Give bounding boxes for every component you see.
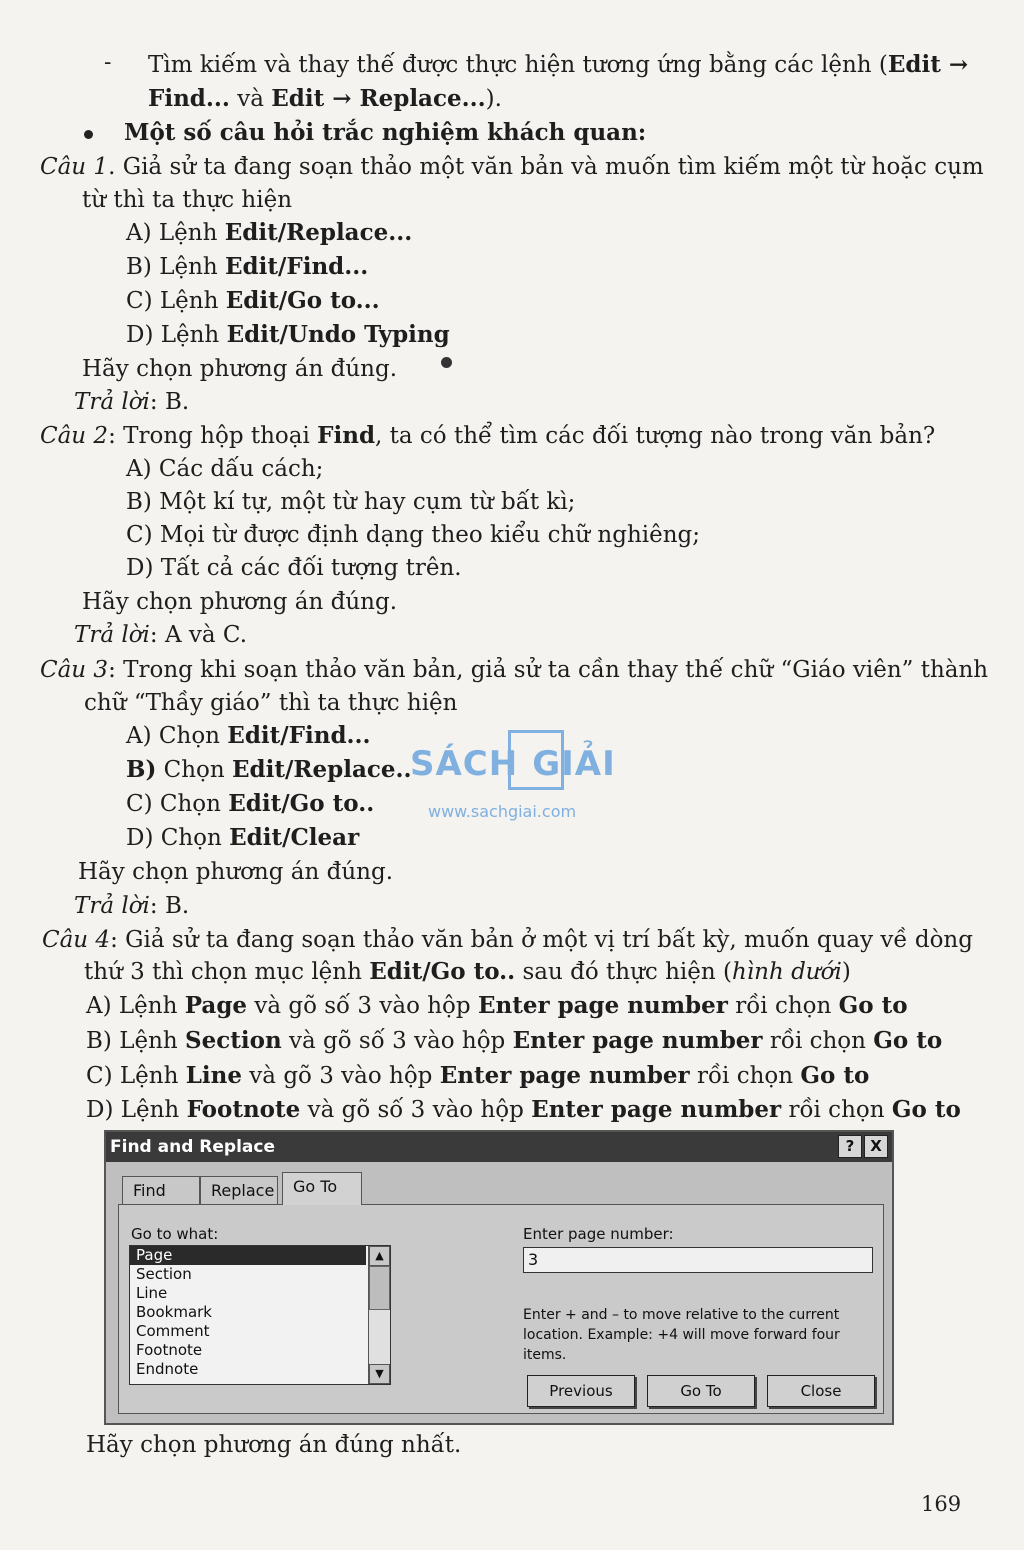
help-button[interactable]: ? — [838, 1135, 862, 1158]
question-text: Trong hộp thoại — [123, 423, 318, 449]
option-text: và gõ số 3 vào hộp — [281, 1028, 513, 1054]
option-letter: A) — [126, 456, 152, 482]
q4-line-2 — [84, 957, 851, 987]
ink-speck-icon — [441, 357, 452, 368]
option-command: Page — [184, 992, 248, 1019]
question-text: , ta có thể tìm các đối tượng nào trong văn bản? — [375, 423, 936, 449]
q2-option-d — [126, 553, 462, 583]
option-command: Edit/Go to... — [225, 287, 380, 314]
intro-command: Edit → — [887, 51, 969, 78]
option-command: Edit/Find... — [225, 253, 369, 280]
option-command: Enter page number — [531, 1096, 782, 1123]
option-letter: C) — [86, 1063, 113, 1089]
bullet-dash: - — [104, 50, 112, 75]
option-text: Tất cả các đối tượng trên. — [160, 555, 462, 581]
q2-prompt: Hãy chọn phương án đúng. — [82, 589, 398, 615]
q3-line-1: Câu 3: Trong khi soạn thảo văn bản, giả sử ta cần thay thế chữ “Giáo viên” thành — [40, 657, 989, 683]
q4-option-b — [86, 1026, 942, 1056]
q4-line-1: Câu 4: Giả sử ta đang soạn thảo văn bản ở một vị trí bất kỳ, muốn quay về dòng — [42, 927, 973, 953]
scroll-thumb[interactable] — [369, 1266, 390, 1310]
option-text: Lệnh — [160, 322, 227, 348]
intro-text: Tìm kiếm và thay thế được thực hiện tương ứng bằng các lệnh ( — [148, 52, 888, 78]
option-letter: B) — [126, 489, 152, 515]
option-text: Lệnh — [118, 993, 185, 1019]
close-button[interactable]: Close — [767, 1375, 875, 1407]
option-letter: B) — [126, 756, 157, 783]
intro-text: và — [229, 86, 272, 112]
option-command: Enter page number — [439, 1062, 690, 1089]
intro-command: Edit → Replace... — [271, 85, 486, 112]
watermark-brand-left: SÁCH — [410, 744, 519, 784]
option-command: Section — [185, 1027, 282, 1054]
list-item-endnote[interactable]: Endnote — [136, 1360, 199, 1378]
q1-option-c — [126, 286, 380, 316]
watermark-frame-icon — [508, 730, 564, 790]
intro-text: ). — [485, 86, 502, 112]
section-heading — [124, 118, 646, 148]
option-command: Line — [185, 1062, 242, 1089]
option-letter: A) — [126, 220, 152, 246]
option-command: Go to — [838, 992, 908, 1019]
option-letter: D) — [86, 1097, 114, 1123]
option-text: rồi chọn — [781, 1097, 892, 1123]
intro-line-2 — [148, 84, 502, 114]
option-text: Các dấu cách; — [158, 456, 324, 482]
answer-value: A và C. — [164, 622, 248, 648]
option-text: Lệnh — [159, 254, 226, 280]
q1-line-1: Câu 1. Giả sử ta đang soạn thảo một văn bản và muốn tìm kiếm một từ hoặc cụm — [40, 154, 984, 180]
question-label: Câu 2 — [40, 423, 109, 449]
intro-command: Find... — [148, 85, 230, 112]
q3-line-2 — [84, 688, 457, 718]
page-number-input[interactable]: 3 — [523, 1247, 873, 1273]
q3-answer: Trả lời: B. — [74, 893, 190, 919]
option-text: Một kí tự, một từ hay cụm từ bất kì; — [159, 489, 576, 515]
q3-option-d — [126, 823, 359, 853]
option-text: Lệnh — [159, 288, 226, 314]
dialog-titlebar — [106, 1132, 892, 1162]
option-command: Edit/Replace... — [224, 219, 413, 246]
list-scrollbar[interactable] — [368, 1246, 390, 1384]
goto-button[interactable]: Go To — [647, 1375, 755, 1407]
tab-find[interactable]: Find — [122, 1176, 200, 1204]
list-item-section[interactable]: Section — [136, 1265, 192, 1283]
option-text: Chọn — [159, 791, 229, 817]
question-text-italic: hình dưới — [731, 959, 842, 985]
q4-option-d — [86, 1095, 961, 1125]
question-text: từ thì ta thực hiện — [82, 187, 293, 213]
option-letter: C) — [126, 522, 153, 548]
list-item-footnote[interactable]: Footnote — [136, 1341, 203, 1359]
q3-option-c — [126, 789, 374, 819]
q1-line-2 — [82, 185, 292, 215]
dialog-title: Find and Replace — [110, 1137, 275, 1157]
watermark-brand-right: GIẢI — [532, 744, 616, 784]
question-text: sau đó thực hiện ( — [515, 959, 732, 985]
q2-option-b — [126, 487, 575, 517]
option-command: Footnote — [186, 1096, 301, 1123]
q4-closing: Hãy chọn phương án đúng nhất. — [86, 1432, 462, 1458]
q3-option-a — [126, 721, 371, 751]
option-command: Edit/Replace.. — [232, 756, 412, 783]
option-command: Edit/Clear — [229, 824, 360, 851]
option-letter: D) — [126, 555, 154, 581]
list-item-line[interactable]: Line — [136, 1284, 168, 1302]
list-item-page[interactable]: Page — [130, 1246, 366, 1265]
list-item-bookmark[interactable]: Bookmark — [136, 1303, 212, 1321]
question-text: Trong khi soạn thảo văn bản, giả sử ta cần thay thế chữ “Giáo viên” thành — [123, 657, 989, 683]
q1-answer: Trả lời: B. — [74, 389, 190, 415]
q1-option-b — [126, 252, 368, 282]
option-command: Go to — [800, 1062, 870, 1089]
answer-value: B. — [164, 893, 190, 919]
option-letter: B) — [126, 254, 152, 280]
option-text: Chọn — [163, 757, 233, 783]
option-command: Edit/Undo Typing — [226, 321, 450, 348]
answer-label: Trả lời — [74, 622, 150, 648]
q2-line-1: Câu 2: Trong hộp thoại Find, ta có thể tìm các đối tượng nào trong văn bản? — [40, 422, 936, 449]
answer-label: Trả lời — [74, 389, 150, 415]
option-text: Lệnh — [158, 220, 225, 246]
question-command: Edit/Go to.. — [369, 958, 516, 985]
q3-prompt: Hãy chọn phương án đúng. — [78, 859, 394, 885]
option-command: Go to — [891, 1096, 961, 1123]
q1-option-a — [126, 218, 412, 248]
find-replace-dialog — [104, 1130, 894, 1425]
question-text: Giả sử ta đang soạn thảo văn bản ở một vị trí bất kỳ, muốn quay về dòng — [125, 927, 973, 953]
option-text: rồi chọn — [727, 993, 839, 1019]
option-command: Enter page number — [512, 1027, 763, 1054]
option-text: Chọn — [160, 825, 230, 851]
option-letter: A) — [86, 993, 112, 1019]
question-text: ) — [841, 959, 851, 985]
q3-option-b — [126, 755, 412, 785]
option-text: và gõ số 3 vào hộp — [300, 1097, 532, 1123]
option-text: Chọn — [158, 723, 228, 749]
q2-option-a — [126, 454, 323, 484]
intro-line-1 — [148, 50, 968, 80]
option-text: Mọi từ được định dạng theo kiểu chữ nghiêng; — [159, 522, 701, 548]
option-letter: B) — [86, 1028, 112, 1054]
option-text: Lệnh — [119, 1028, 186, 1054]
option-letter: C) — [126, 288, 153, 314]
option-text: Lệnh — [120, 1097, 187, 1123]
option-text: rồi chọn — [762, 1028, 874, 1054]
answer-value: B. — [164, 389, 190, 415]
previous-button[interactable]: Previous — [527, 1375, 635, 1407]
question-command: Find — [317, 422, 376, 449]
list-item-comment[interactable]: Comment — [136, 1322, 210, 1340]
option-letter: D) — [126, 322, 154, 348]
q2-answer: Trả lời: A và C. — [74, 622, 248, 648]
option-letter: C) — [126, 791, 153, 817]
q2-option-c — [126, 520, 700, 550]
answer-label: Trả lời — [74, 893, 150, 919]
question-label: Câu 1 — [40, 154, 109, 180]
q4-option-a — [86, 991, 908, 1021]
goto-hint-text: Enter + and – to move relative to the current location. Example: +4 will move forward four items. — [523, 1307, 840, 1363]
question-text: Giả sử ta đang soạn thảo một văn bản và muốn tìm kiếm một từ hoặc cụm — [122, 154, 984, 180]
page-number-label: Enter page number: — [523, 1225, 674, 1243]
option-letter: A) — [126, 723, 152, 749]
scroll-down-icon[interactable]: ▼ — [369, 1364, 390, 1384]
page-number: 169 — [921, 1492, 962, 1516]
option-text: rồi chọn — [689, 1063, 801, 1089]
option-command: Edit/Find... — [227, 722, 371, 749]
goto-what-label: Go to what: — [131, 1225, 219, 1243]
q1-option-d — [126, 320, 450, 350]
option-command: Enter page number — [477, 992, 728, 1019]
question-text: thứ 3 thì chọn mục lệnh — [84, 959, 370, 985]
watermark-logo — [410, 728, 620, 828]
goto-what-list[interactable] — [129, 1245, 391, 1385]
question-text: chữ “Thầy giáo” thì ta thực hiện — [84, 690, 458, 716]
option-command: Go to — [873, 1027, 943, 1054]
close-x-button[interactable]: X — [864, 1135, 888, 1158]
goto-panel — [118, 1204, 884, 1414]
tab-goto[interactable]: Go To — [282, 1172, 362, 1205]
option-text: Lệnh — [119, 1063, 186, 1089]
question-label: Câu 4 — [42, 927, 111, 953]
option-text: và gõ số 3 vào hộp — [247, 993, 478, 1019]
option-command: Edit/Go to.. — [228, 790, 375, 817]
section-heading-text: Một số câu hỏi trắc nghiệm khách quan: — [124, 119, 647, 146]
tab-replace[interactable]: Replace — [200, 1176, 278, 1204]
option-letter: D) — [126, 825, 154, 851]
watermark-url: www.sachgiai.com — [428, 802, 577, 821]
bullet-dot-icon — [84, 130, 93, 139]
option-text: và gõ 3 vào hộp — [241, 1063, 440, 1089]
question-label: Câu 3 — [40, 657, 109, 683]
q1-prompt: Hãy chọn phương án đúng. — [82, 356, 398, 382]
scroll-up-icon[interactable]: ▲ — [369, 1246, 390, 1266]
q4-option-c — [86, 1061, 869, 1091]
